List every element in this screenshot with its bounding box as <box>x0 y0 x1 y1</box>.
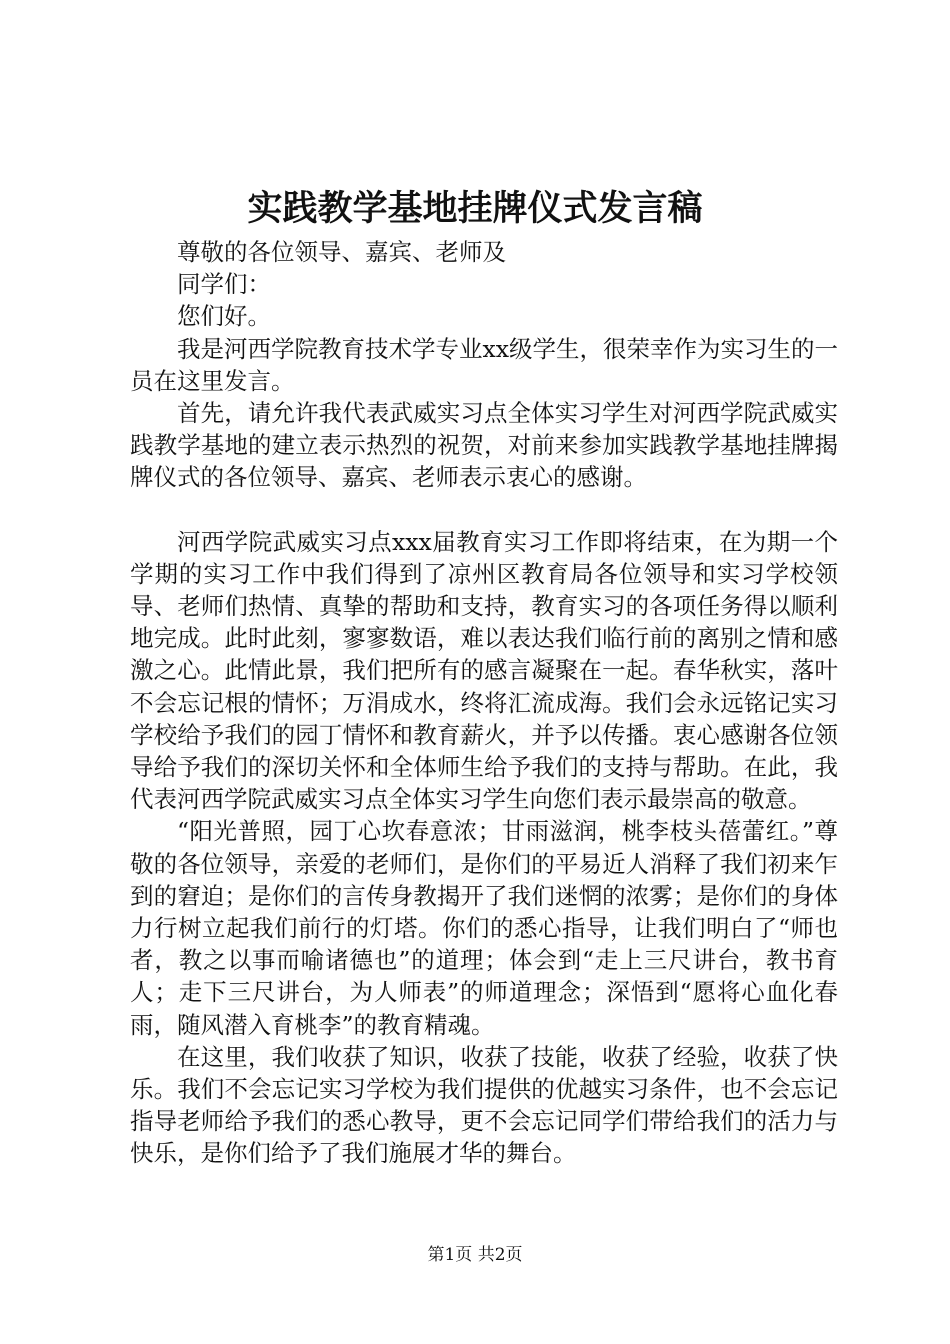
page-number-footer: 第1页 共2页 <box>427 1245 523 1265</box>
salutation-line-1: 尊敬的各位领导、嘉宾、老师及 <box>177 238 506 266</box>
paragraph-intro: 我是河西学院教育技术学专业xx级学生，很荣幸作为实习生的一员在这里发言。 <box>130 334 839 395</box>
paragraph-gratitude: “阳光普照，园丁心坎春意浓；甘雨滋润，桃李枝头蓓蕾红。”尊敬的各位领导，亲爱的老师们，是你们的平易近人消释了我们初来乍到的窘迫；是你们的言传身教揭开了我们迷惘的浓雾；是你们的身体力行树立起我们前行的灯塔。你们的悉心指导，让我们明白了“师也者，教之以事而喻诸德也”的道理；体会到“走上三尺讲台，教书育人；走下三尺讲台，为人师表”的师道理念；深悟到“愿将心血化春雨，随风潜入育桃李”的教育精魂。 <box>130 817 838 1039</box>
greeting: 您们好。 <box>177 302 271 331</box>
document-title: 实践教学基地挂牌仪式发言稿 <box>247 188 703 229</box>
paragraph-internship: 河西学院武威实习点xxx届教育实习工作即将结束，在为期一个学期的实习工作中我们得到了凉州区教育局各位领导和实习学校领导、老师们热情、真挚的帮助和支持，教育实习的各项任务得以顺利地完成。此时此刻，寥寥数语，难以表达我们临行前的离别之情和感激之心。此情此景，我们把所有的感言凝聚在一起。春华秋实，落叶不会忘记根的情怀；万涓成水，终将汇流成海。我们会永远铭记实习学校给予我们的园丁情怀和教育薪火，并予以传播。衷心感谢各位领导给予我们的深切关怀和全体师生给予我们的支持与帮助。在此，我代表河西学院武威实习点全体实习学生向您们表示最崇高的敬意。 <box>130 527 838 814</box>
paragraph-congratulations: 首先，请允许我代表武威实习点全体实习学生对河西学院武威实践教学基地的建立表示热烈的祝贺，对前来参加实践教学基地挂牌揭牌仪式的各位领导、嘉宾、老师表示衷心的感谢。 <box>130 399 838 492</box>
paragraph-harvest: 在这里，我们收获了知识，收获了技能，收获了经验，收获了快乐。我们不会忘记实习学校为我们提供的优越实习条件，也不会忘记指导老师给予我们的悉心教导，更不会忘记同学们带给我们的活力与快乐，是你们给予了我们施展才华的舞台。 <box>130 1042 838 1168</box>
salutation-line-2: 同学们： <box>177 270 271 299</box>
document-body <box>130 236 838 1170</box>
